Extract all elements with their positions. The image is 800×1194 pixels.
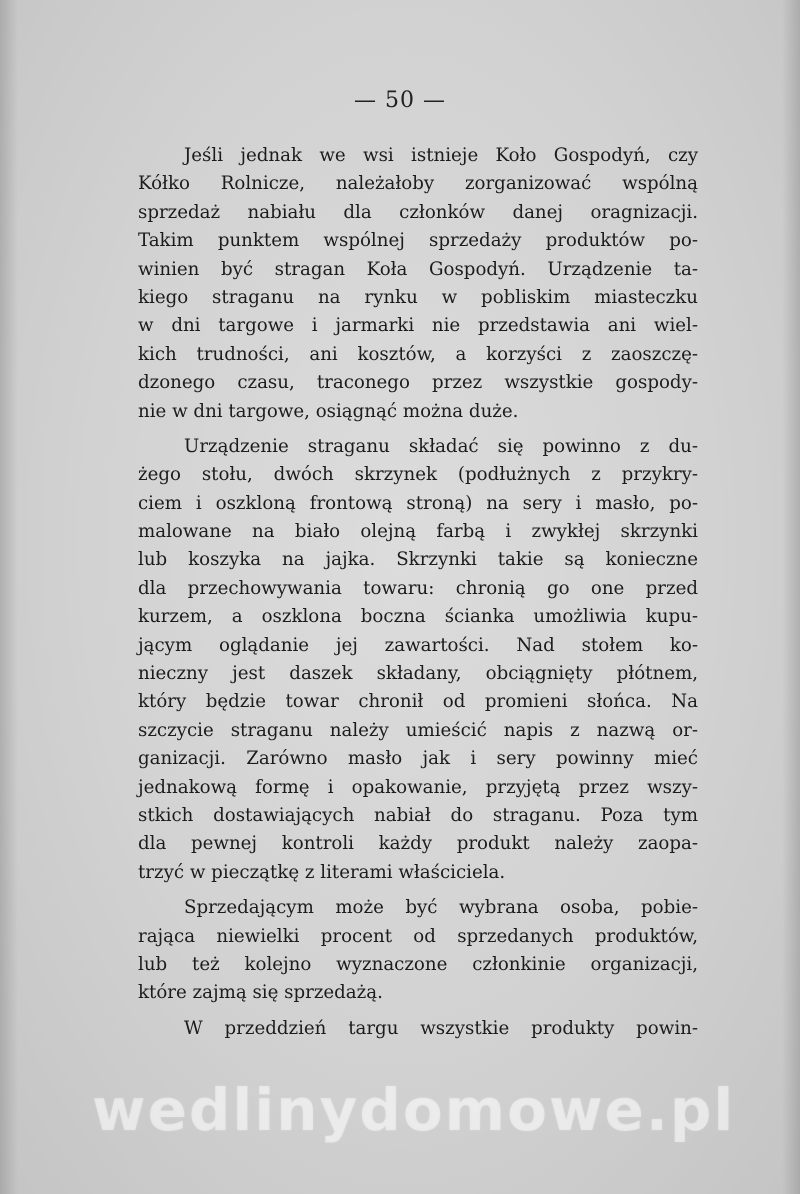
paragraph (138, 433, 698, 887)
text-line: nieczny jest daszek składany, obciągnięty płótnem, (138, 663, 698, 685)
text-line: Urządzenie straganu składać się powinno z du- (184, 435, 698, 457)
watermark: wedlinydomowe.pl (92, 1076, 736, 1144)
text-line: szczycie straganu należy umieścić napis z nazwą or- (138, 719, 698, 741)
text-line: rająca niewielki procent od sprzedanych produktów, (138, 925, 698, 947)
text-line: żego stołu, dwóch skrzynek (podłużnych z przykry- (138, 464, 698, 486)
paragraph (138, 894, 698, 1008)
text-line: winien być stragan Koła Gospodyń. Urządzenie ta- (138, 258, 698, 280)
text-line: Jeśli jednak we wsi istnieje Koło Gospodyń, czy (184, 145, 698, 166)
page-number: — 50 — (354, 88, 446, 113)
left-edge-shadow (0, 0, 18, 1194)
text-line: dla przechowywania towaru: chronią go one przed (138, 577, 698, 599)
text-line: Sprzedającym może być wybrana osoba, pobie- (184, 897, 698, 919)
text-line: lub też kolejno wyznaczone członkinie organizacji, (138, 953, 698, 975)
text-line: kiego straganu na rynku w pobliskim miasteczku (138, 286, 698, 308)
paragraph (138, 142, 698, 426)
text-line: stkich dostawiających nabiał do straganu. Poza tym (138, 804, 698, 826)
paragraph (138, 1015, 698, 1043)
text-line: nie w dni targowe, osiągnąć można duże. (138, 400, 519, 422)
text-line: kich trudności, ani kosztów, a korzyści z zaoszczę- (138, 343, 698, 365)
text-line: jednakową formę i opakowanie, przyjętą przez wszy- (138, 776, 698, 798)
body-text (138, 142, 698, 1050)
text-line: sprzedaż nabiału dla członków danej oragnizacji. (138, 201, 698, 223)
text-line: który będzie towar chronił od promieni słońca. Na (138, 691, 698, 713)
text-line: dla pewnej kontroli każdy produkt należy zaopa- (138, 833, 698, 855)
text-line: ganizacji. Zarówno masło jak i sery powinny mieć (138, 748, 698, 770)
text-line: ciem i oszkloną frontową stroną) na sery i masło, po- (138, 492, 698, 514)
right-edge-shadow (782, 0, 800, 1194)
text-line: malowane na biało olejną farbą i zwykłej skrzynki (138, 521, 698, 543)
text-line: W przeddzień targu wszystkie produkty powin- (184, 1017, 698, 1039)
text-line: Takim punktem wspólnej sprzedaży produktów po- (138, 230, 698, 252)
text-line: dzonego czasu, traconego przez wszystkie gospody- (138, 372, 698, 394)
text-line: w dni targowe i jarmarki nie przedstawia ani wiel- (138, 315, 698, 337)
text-line: Kółko Rolnicze, należałoby zorganizować wspólną (138, 173, 698, 195)
text-line: kurzem, a oszklona boczna ścianka umożliwia kupu- (138, 606, 698, 628)
text-line: trzyć w pieczątkę z literami właściciela. (138, 861, 506, 883)
text-line: lub koszyka na jajka. Skrzynki takie są konieczne (138, 549, 698, 571)
text-line: jącym oglądanie jej zawartości. Nad stołem ko- (138, 634, 698, 656)
text-line: które zajmą się sprzedażą. (138, 982, 383, 1004)
